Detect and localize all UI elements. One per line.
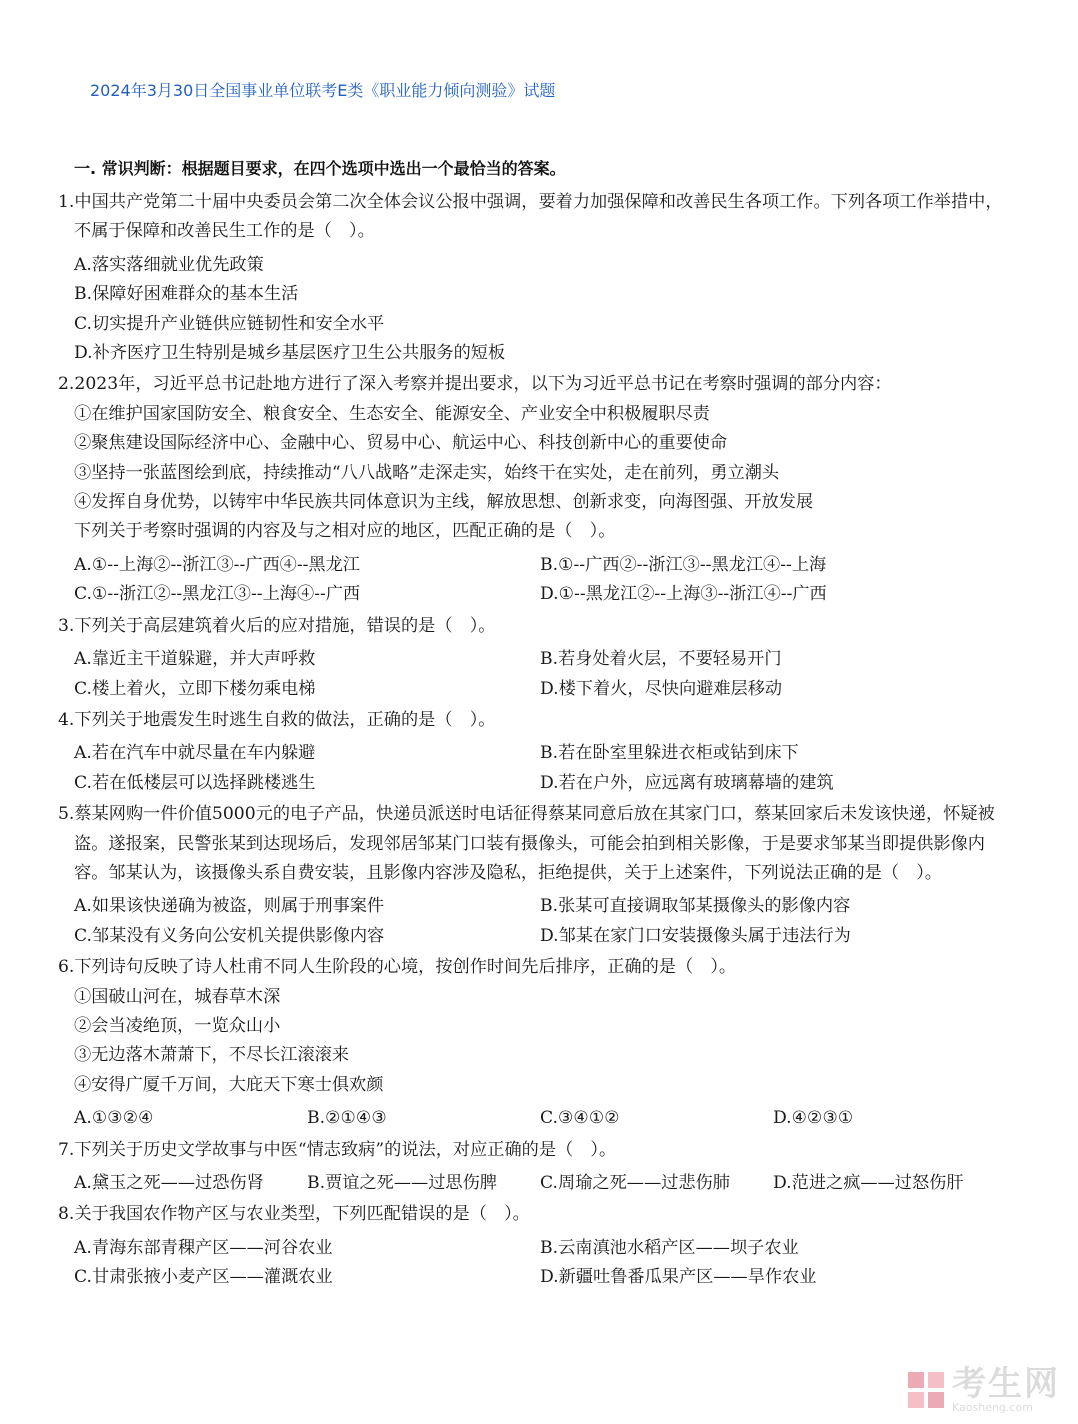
question-8: [58, 1200, 1008, 1292]
answer-options: [74, 551, 1008, 610]
answer-option-a[interactable]: A.黛玉之死——过恐伤肾: [74, 1173, 264, 1193]
answer-option-a[interactable]: A.如果该快递确为被盗，则属于刑事案件: [74, 896, 385, 917]
question-7: [58, 1136, 1008, 1199]
question-stem: 6.下列诗句反映了诗人杜甫不同人生阶段的心境，按创作时间先后排序，正确的是（ ）。: [58, 957, 737, 978]
answer-option-b[interactable]: B.张某可直接调取邹某摄像头的影像内容: [540, 896, 851, 917]
question-3: [58, 612, 1008, 704]
question-list: [58, 188, 1008, 1295]
watermark-name: 考生网: [952, 1364, 1060, 1404]
question-statement: ④发挥自身优势，以铸牢中华民族共同体意识为主线，解放思想、创新求变，向海图强、开放发展: [74, 492, 814, 513]
question-4: [58, 706, 1008, 798]
question-stem: 8.关于我国农作物产区与农业类型，下列匹配错误的是（ ）。: [58, 1204, 530, 1225]
answer-options: [74, 892, 1008, 951]
answer-option-b[interactable]: B.②①④③: [307, 1108, 387, 1129]
question-stem: 1.中国共产党第二十届中央委员会第二次全体会议公报中强调，要着力加强保障和改善民生各项工作。下列各项工作举措中，不属于保障和改善民生工作的是（ ）。: [58, 192, 1003, 242]
question-statement: ①在维护国家国防安全、粮食安全、生态安全、能源安全、产业安全中积极履职尽责: [74, 403, 710, 424]
question-6: [58, 953, 1008, 1133]
answer-option-a[interactable]: A.落实落细就业优先政策: [74, 254, 264, 275]
page-title: 2024年3月30日全国事业单位联考E类《职业能力倾向测验》试题: [90, 81, 556, 100]
kaosheng-watermark: [906, 1366, 1060, 1414]
answer-option-c[interactable]: C.①--浙江②--黑龙江③--上海④--广西: [74, 584, 361, 605]
answer-option-d[interactable]: D.邹某在家门口安装摄像头属于违法行为: [540, 925, 851, 946]
question-stem: 2.2023年，习近平总书记赴地方进行了深入考察并提出要求，以下为习近平总书记在考察时强调的部分内容：: [58, 374, 892, 395]
answer-options: [74, 1169, 1008, 1198]
answer-option-b[interactable]: B.云南滇池水稻产区——坝子农业: [540, 1237, 799, 1258]
question-stem: 7.下列关于历史文学故事与中医“情志致病”的说法，对应正确的是（ ）。: [58, 1139, 617, 1160]
question-5: [58, 800, 1008, 951]
section-heading: 一. 常识判断：根据题目要求，在四个选项中选出一个最恰当的答案。: [74, 159, 566, 178]
question-statement: ③无边落木萧萧下，不尽长江滚滚来: [74, 1045, 350, 1066]
answer-option-b[interactable]: B.①--广西②--浙江③--黑龙江④--上海: [540, 554, 827, 575]
answer-option-b[interactable]: B.保障好困难群众的基本生活: [74, 284, 299, 305]
question-statement: ③坚持一张蓝图绘到底，持续推动“八八战略”走深走实，始终干在实处，走在前列，勇立潮头: [74, 462, 780, 483]
answer-option-c[interactable]: C.邹某没有义务向公安机关提供影像内容: [74, 925, 385, 946]
answer-option-c[interactable]: C.③④①②: [540, 1108, 620, 1129]
question-stem: 5.蔡某网购一件价值5000元的电子产品，快递员派送时电话征得蔡某同意后放在其家门口，蔡某回家后未发该快递，怀疑被盗。遂报案，民警张某到达现场后，发现邻居邹某门口装有摄像头，可能会拍到相关影像，于是要求邹某当即提供影像内容。邹某认为，该摄像头系自费安装，且影像内容涉及隐私，拒绝提供，关于上述案件，下列说法正确的是（ ）。: [58, 804, 995, 883]
answer-option-a[interactable]: A.若在汽车中就尽量在车内躲避: [74, 743, 316, 764]
question-statement: ④安得广厦千万间，大庇天下寒士俱欢颜: [74, 1074, 384, 1095]
answer-option-d[interactable]: D.①--黑龙江②--上海③--浙江④--广西: [540, 584, 827, 605]
answer-option-d[interactable]: D.新疆吐鲁番瓜果产区——旱作农业: [540, 1267, 817, 1288]
answer-option-c[interactable]: C.甘肃张掖小麦产区——灌溉农业: [74, 1267, 333, 1288]
answer-option-b[interactable]: B.若身处着火层，不要轻易开门: [540, 649, 782, 670]
answer-option-a[interactable]: A.靠近主干道躲避，并大声呼救: [74, 649, 316, 670]
answer-options: [74, 645, 1008, 704]
answer-options: [74, 1234, 1008, 1293]
question-statement: ②会当凌绝顶，一览众山小: [74, 1015, 281, 1036]
answer-option-d[interactable]: D.范进之疯——过怒伤肝: [773, 1173, 964, 1193]
answer-option-a[interactable]: A.青海东部青稞产区——河谷农业: [74, 1237, 333, 1258]
answer-option-a[interactable]: A.①③②④: [74, 1108, 154, 1129]
answer-option-a[interactable]: A.①--上海②--浙江③--广西④--黑龙江: [74, 554, 360, 575]
question-statement: ①国破山河在，城春草木深: [74, 986, 281, 1007]
answer-options: [74, 739, 1008, 798]
answer-option-c[interactable]: C.楼上着火，立即下楼勿乘电梯: [74, 678, 316, 699]
answer-option-d[interactable]: D.④②③①: [773, 1108, 854, 1129]
question-2: [58, 370, 1008, 609]
kaosheng-logo-icon: [906, 1370, 946, 1410]
question-stem: 3.下列关于高层建筑着火后的应对措施，错误的是（ ）。: [58, 615, 496, 636]
answer-option-c[interactable]: C.若在低楼层可以选择跳楼逃生: [74, 772, 316, 793]
answer-option-d[interactable]: D.楼下着火，尽快向避难层移动: [540, 678, 783, 699]
question-statement: ②聚焦建设国际经济中心、金融中心、贸易中心、航运中心、科技创新中心的重要使命: [74, 433, 728, 454]
answer-option-c[interactable]: C.切实提升产业链供应链韧性和安全水平: [74, 313, 385, 334]
question-statement: 下列关于考察时强调的内容及与之相对应的地区，匹配正确的是（ ）。: [74, 521, 616, 542]
question-stem: 4.下列关于地震发生时逃生自救的做法，正确的是（ ）。: [58, 709, 496, 730]
answer-option-d[interactable]: D.若在户外，应远离有玻璃幕墙的建筑: [540, 772, 834, 793]
answer-option-b[interactable]: B.贾谊之死——过思伤脾: [307, 1173, 497, 1193]
question-1: [58, 188, 1008, 368]
answer-option-d[interactable]: D.补齐医疗卫生特别是城乡基层医疗卫生公共服务的短板: [74, 343, 506, 364]
watermark-domain: Kaosheng.com: [952, 1401, 1033, 1414]
answer-options: [74, 251, 1008, 369]
answer-options: [74, 1104, 1008, 1133]
answer-option-b[interactable]: B.若在卧室里躲进衣柜或钻到床下: [540, 743, 799, 764]
answer-option-c[interactable]: C.周瑜之死——过悲伤肺: [540, 1173, 730, 1193]
